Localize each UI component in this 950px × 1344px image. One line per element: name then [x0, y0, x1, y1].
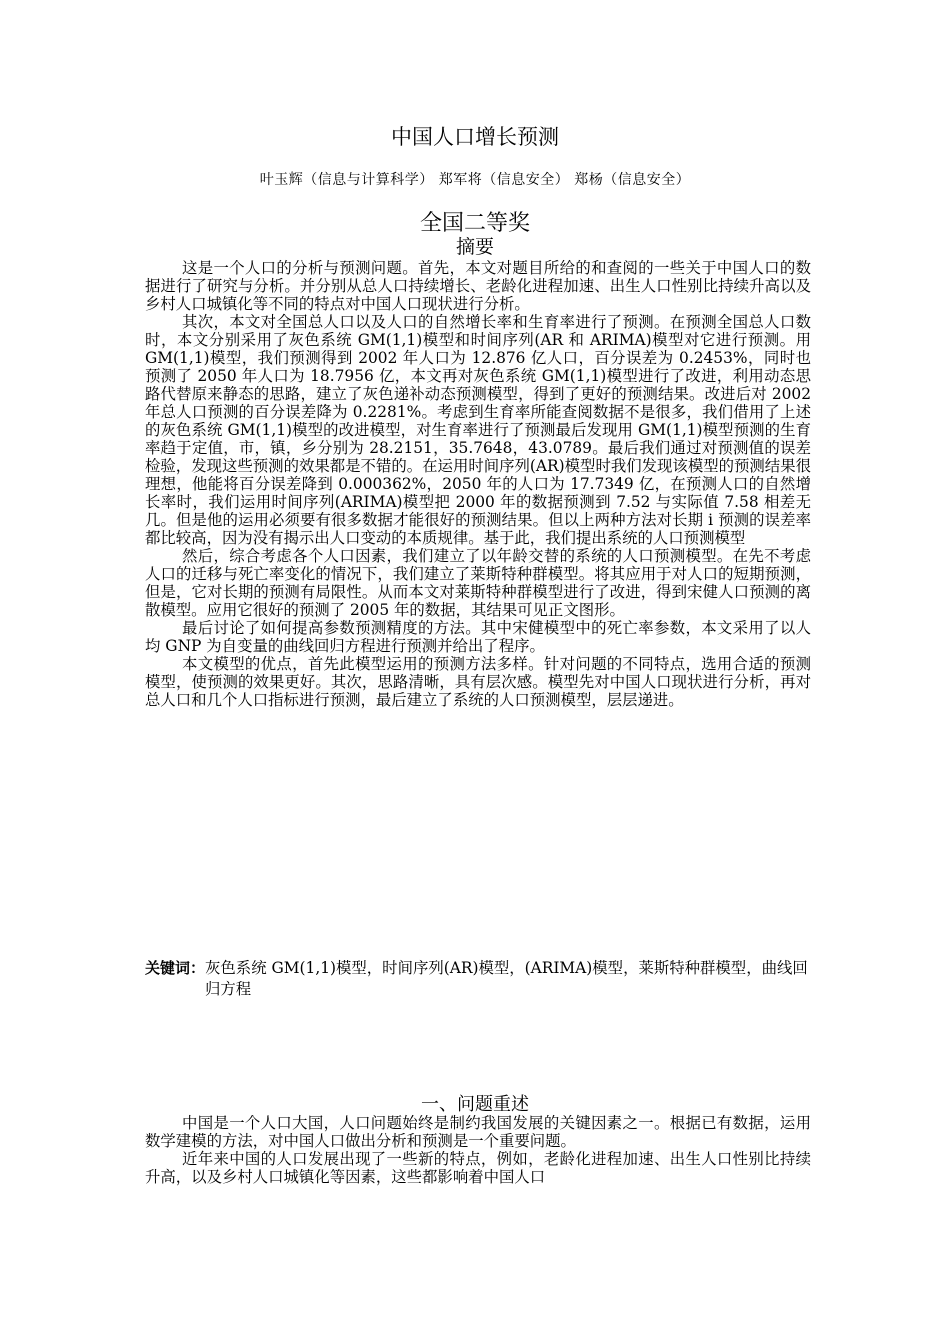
keywords-block: [145, 958, 811, 1000]
abstract-heading: 摘要: [455, 236, 494, 258]
keywords-text: 灰色系统 GM(1,1)模型，时间序列(AR)模型，(ARIMA)模型，莱斯特种群模型，曲线回归方程: [205, 959, 808, 998]
author-list: 叶玉辉（信息与计算科学） 郑军将（信息安全） 郑杨（信息安全）: [259, 172, 691, 188]
paper-title: 中国人口增长预测: [391, 125, 559, 149]
section-heading: 一、问题重述: [421, 1094, 529, 1115]
abstract-paragraph: 其次，本文对全国总人口以及人口的自然增长率和生育率进行了预测。在预测全国总人口数时，本文分别采用了灰色系统 GM(1,1)模型和时间序列(AR 和 ARIMA)模型对它进行预测。用 GM(1,1)模型，我们预测得到 2002 年人口为 12.876 亿人口，百分误差为 0.2453%，同时也预测了 2050 年人口为 18.7956 亿，本文再对灰色系统 GM(1,1)模型进行了改进，利用动态思路代替原来静态的思路，建立了灰色递补动态预测模型，得到了更好的预测结果。改进后对 2002 年总人口预测的百分误差降为 0.2281%。考虑到生育率所能查阅数据不是很多，我们借用了上述的灰色系统 GM(1,1)模型的改进模型，对生育率进行了预测最后发现用 GM(1,1)模型预测的生育率趋于定值，市，镇，乡分别为 28.2151，35.7648，43.0789。最后我们通过对预测值的误差检验，发现这些预测的效果都是不错的。在运用时间序列(AR)模型时我们发现该模型的预测结果很理想，他能将百分误差降到 0.000362%，2050 年的人口为 17.7349 亿，在预测人口的自然增长率时，我们运用时间序列(ARIMA)模型把 2000 年的数据预测到 7.52 与实际值 7.58 相差无几。但是他的运用必须要有很多数据才能很好的预测结果。但以上两种方法对长期 i 预测的误差率都比较高，因为没有揭示出人口变动的本质规律。基于此，我们提出系统的人口预测模型: [145, 313, 811, 547]
keywords-label: 关键词：: [145, 959, 206, 977]
section-paragraph: 中国是一个人口大国，人口问题始终是制约我国发展的关键因素之一。根据已有数据，运用数学建模的方法，对中国人口做出分析和预测是一个重要问题。: [145, 1114, 811, 1150]
award-label: 全国二等奖: [419, 211, 530, 236]
abstract-body: [145, 259, 811, 709]
abstract-paragraph: 然后，综合考虑各个人口因素，我们建立了以年龄交替的系统的人口预测模型。在先不考虑人口的迁移与死亡率变化的情况下，我们建立了莱斯特种群模型。将其应用于对人口的短期预测，但是，它对长期的预测有局限性。从而本文对莱斯特种群模型进行了改进，得到宋健人口预测的离散模型。应用它很好的预测了 2005 年的数据，其结果可见正文图形。: [145, 547, 811, 619]
abstract-paragraph: 最后讨论了如何提高参数预测精度的方法。其中宋健模型中的死亡率参数，本文采用了以人均 GNP 为自变量的曲线回归方程进行预测并给出了程序。: [145, 619, 811, 655]
section-paragraph: 近年来中国的人口发展出现了一些新的特点，例如，老龄化进程加速、出生人口性别比持续升高，以及乡村人口城镇化等因素，这些都影响着中国人口: [145, 1150, 811, 1186]
abstract-paragraph: 本文模型的优点，首先此模型运用的预测方法多样。针对问题的不同特点，选用合适的预测模型，使预测的效果更好。其次，思路清晰，具有层次感。模型先对中国人口现状进行分析，再对总人口和几个人口指标进行预测，最后建立了系统的人口预测模型，层层递进。: [145, 655, 811, 709]
abstract-paragraph: 这是一个人口的分析与预测问题。首先，本文对题目所给的和查阅的一些关于中国人口的数据进行了研究与分析。并分别从总人口持续增长、老龄化进程加速、出生人口性别比持续升高以及乡村人口城镇化等不同的特点对中国人口现状进行分析。: [145, 259, 811, 313]
section-body: [145, 1114, 811, 1186]
